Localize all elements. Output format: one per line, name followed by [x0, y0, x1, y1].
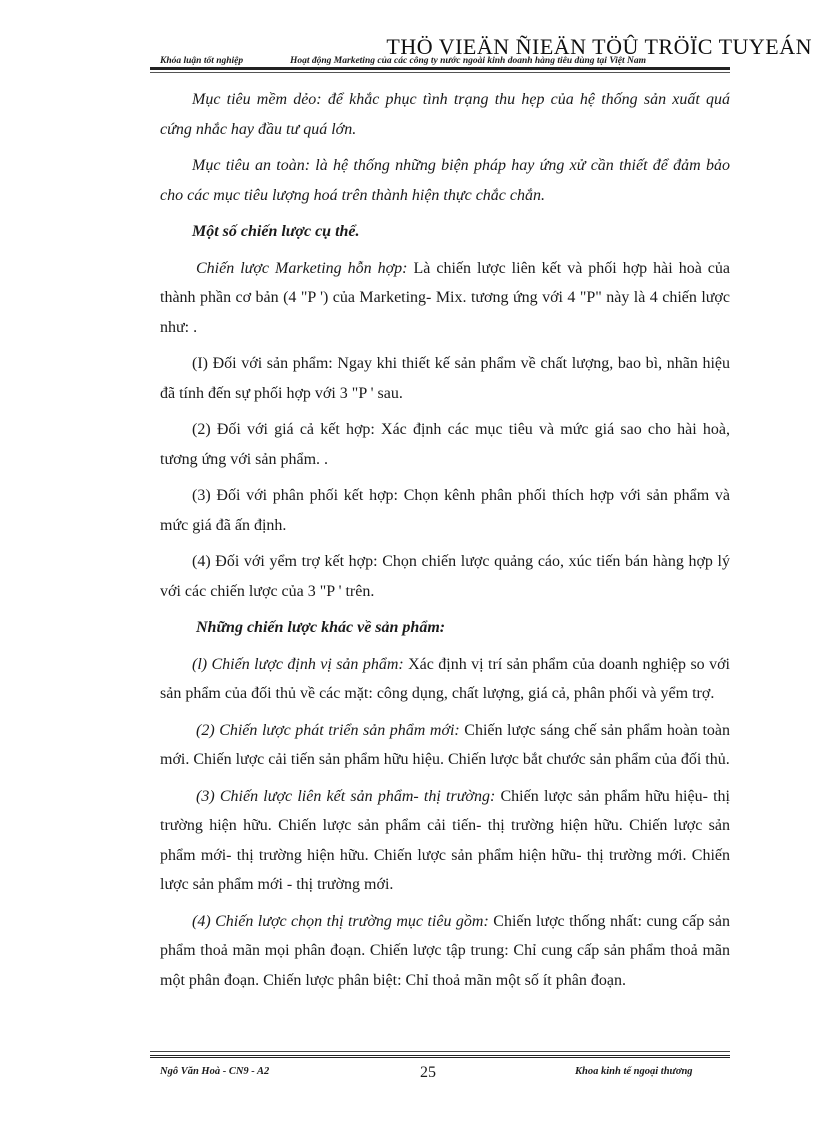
header-rule [150, 67, 730, 70]
paragraph-target-market [160, 907, 730, 996]
footer-rule-double [150, 1055, 730, 1060]
text-positioning: Xác định vị trí sản phẩm của doanh nghiệp so với sản phẩm của đối thủ về các mặt: công dụng, chất lượng, giá cả, phân phối và yểm trợ. [160, 655, 730, 702]
lead-positioning: (l) Chiến lược định vị sản phẩm: [192, 655, 404, 673]
footer-author: Ngô Văn Hoà - CN9 - A2 [160, 1066, 270, 1077]
text-marketing-mix: Là chiến lược liên kết và phối hợp hài hoà của thành phần cơ bản (4 "P ') của Marketing- Mix. tương ứng với 4 "P" này là 4 chiến lược như: . [160, 259, 731, 336]
page-number: 25 [420, 1064, 436, 1081]
paragraph-promotion: (4) Đối với yểm trợ kết hợp: Chọn chiến lược quảng cáo, xúc tiến bán hàng hợp lý với các chiến lược của 3 "P ' trên. [160, 553, 730, 600]
paragraph-soft-goal: Mục tiêu mềm dẻo: để khắc phục tình trạng thu hẹp của hệ thống sản xuất quá cứng nhắc hay đầu tư quá lớn. [160, 91, 730, 138]
footer-rule [150, 1051, 730, 1052]
paragraph-product: (I) Đối với sản phẩm: Ngay khi thiết kế sản phẩm về chất lượng, bao bì, nhãn hiệu đã tính đến sự phối hợp với 3 "P ' sau. [160, 355, 730, 402]
lead-new-product: (2) Chiến lược phát triển sản phẩm mới: [196, 721, 460, 739]
header-rule-thin [150, 72, 730, 73]
page-body [160, 85, 730, 1002]
paragraph-distribution: (3) Đối với phân phối kết hợp: Chọn kênh phân phối thích hợp với sản phẩm và mức giá đã ấn định. [160, 487, 730, 534]
footer-faculty: Khoa kinh tế ngoại thương [575, 1066, 693, 1077]
watermark-text: THÖ VIEÄN ÑIEÄN TÖÛ TRÖÏC TUYEÁN [386, 34, 812, 59]
lead-target-market: (4) Chiến lược chọn thị trường mục tiêu gồm: [192, 912, 489, 930]
heading-other-product-strategies: Những chiến lược khác về sản phẩm: [196, 619, 446, 636]
heading-specific-strategies: Một số chiến lược cụ thể. [192, 223, 360, 240]
text-target-market: Chiến lược thống nhất: cung cấp sản phẩm thoả mãn mọi phân đoạn. Chiến lược tập trung: Chỉ cung cấp sản phẩm thoả mãn một phân đoạn. Chiến lược phân biệt: Chỉ thoả mãn một số ít phân đoạn. [160, 912, 731, 989]
lead-product-market: (3) Chiến lược liên kết sản phẩm- thị trường: [196, 787, 496, 805]
paragraph-new-product [160, 716, 730, 775]
header-right-title: Hoạt động Marketing của các công ty nước ngoài kinh doanh hàng tiêu dùng tại Việt Nam [290, 56, 647, 66]
paragraph-marketing-mix [160, 254, 730, 343]
header-left-title: Khóa luận tốt nghiệp [160, 56, 244, 66]
paragraph-product-market [160, 782, 730, 900]
paragraph-price: (2) Đối với giá cả kết hợp: Xác định các mục tiêu và mức giá sao cho hài hoà, tương ứng với sản phẩm. . [160, 421, 730, 468]
text-product-market: Chiến lược sản phẩm hữu hiệu- thị trường hiện hữu. Chiến lược sản phẩm cải tiến- thị trường hiện hữu. Chiến lược sản phẩm mới- thị trường hiện hữu. Chiến lược sản phẩm hiện hữu- thị trường mới. Chiến lược sản phẩm mới - thị trường mới. [160, 787, 730, 893]
lead-marketing-mix: Chiến lược Marketing hỗn hợp: [196, 259, 408, 277]
paragraph-safe-goal: Mục tiêu an toàn: là hệ thống những biện pháp hay ứng xử cần thiết để đảm bảo cho các mục tiêu lượng hoá trên thành hiện thực chắc chắn. [160, 157, 730, 204]
paragraph-positioning [160, 650, 730, 709]
text-new-product: Chiến lược sáng chế sản phẩm hoàn toàn mới. Chiến lược cải tiến sản phẩm hữu hiệu. Chiến lược bắt chước sản phẩm của đối thủ. [160, 721, 731, 768]
